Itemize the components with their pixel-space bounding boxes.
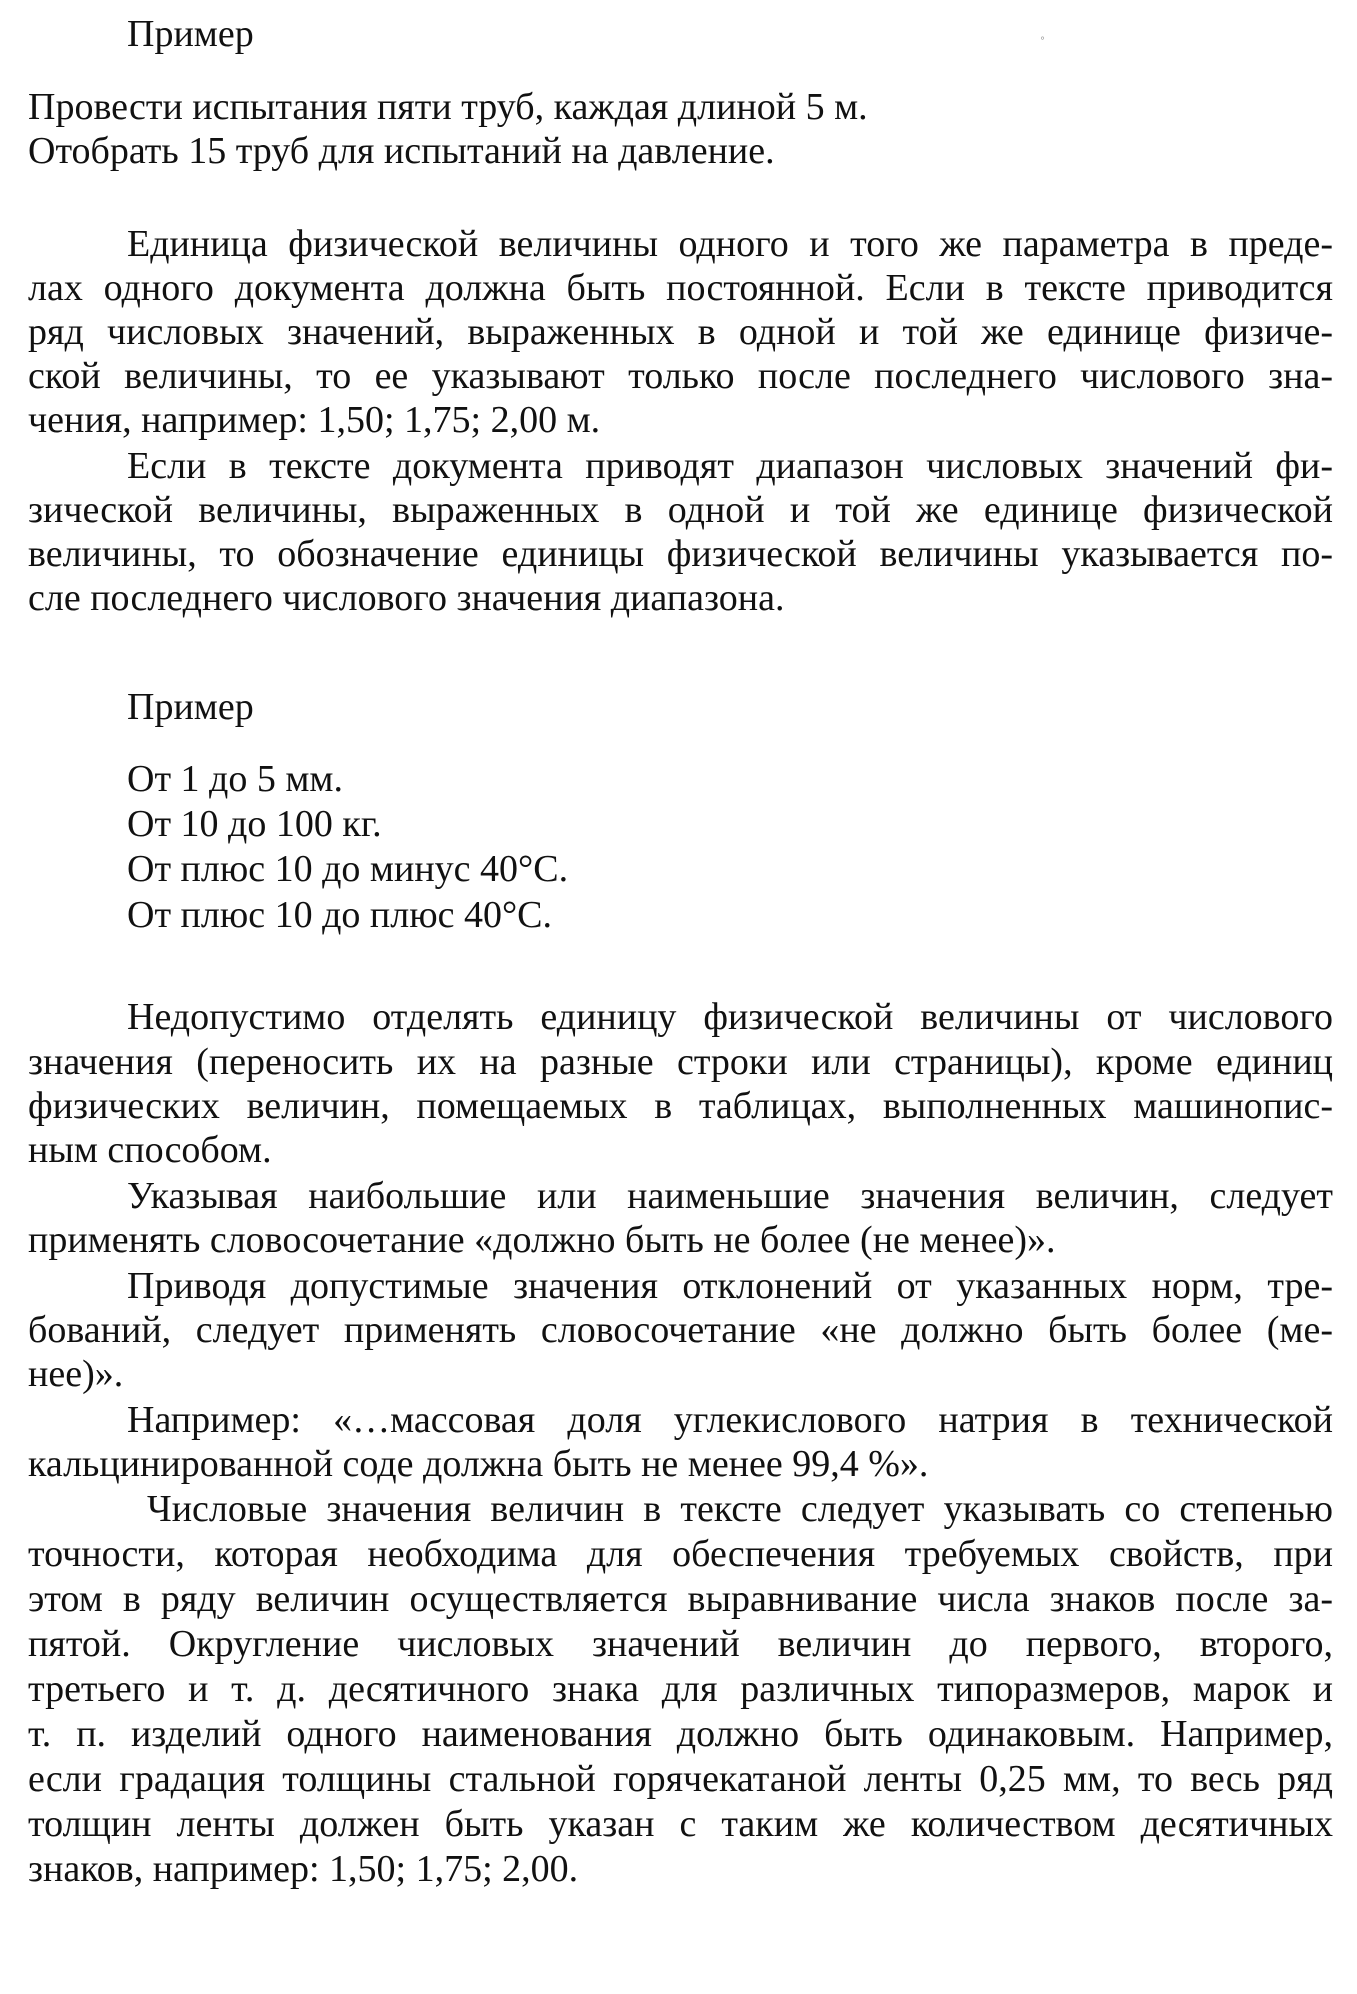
example-line: Отобрать 15 труб для испытаний на давление. (28, 130, 775, 172)
paragraph-line: если градация толщины стальной горячекатаной ленты 0,25 мм, то весь ряд (28, 1758, 1333, 1800)
example-heading: Пример (127, 13, 254, 55)
paragraph-line: ряд числовых значений, выраженных в одной и той же единице физиче- (28, 311, 1333, 353)
scan-speck: ° (1040, 36, 1045, 47)
paragraph-line: чения, например: 1,50; 1,75; 2,00 м. (28, 399, 601, 441)
example-line: От плюс 10 до плюс 40°С. (127, 894, 553, 936)
paragraph-line: лах одного документа должна быть постоянной. Если в тексте приводится (28, 267, 1333, 309)
paragraph-line: Единица физической величины одного и того же параметра в преде- (127, 223, 1333, 265)
example-line: От плюс 10 до минус 40°С. (127, 848, 569, 890)
example-line: От 1 до 5 мм. (127, 758, 343, 800)
paragraph-line: физических величин, помещаемых в таблицах, выполненных машинопис- (28, 1085, 1333, 1127)
paragraph-line: значения (переносить их на разные строки или страницы), кроме единиц (28, 1041, 1333, 1083)
paragraph-line: применять словосочетание «должно быть не более (не менее)». (28, 1219, 1056, 1261)
paragraph-line: толщин ленты должен быть указан с таким же количеством десятичных (28, 1803, 1333, 1845)
paragraph-line: величины, то обозначение единицы физической величины указывается по- (28, 533, 1333, 575)
paragraph-line: ской величины, то ее указывают только после последнего числового зна- (28, 355, 1333, 397)
example-line: От 10 до 100 кг. (127, 803, 382, 845)
example-line: Провести испытания пяти труб, каждая длиной 5 м. (28, 86, 868, 128)
paragraph-line: Указывая наибольшие или наименьшие значения величин, следует (127, 1175, 1333, 1217)
paragraph-line: Приводя допустимые значения отклонений от указанных норм, тре- (127, 1265, 1333, 1307)
paragraph-line: зической величины, выраженных в одной и той же единице физической (28, 489, 1333, 531)
paragraph-line: кальцинированной соде должна быть не менее 99,4 %». (28, 1443, 929, 1485)
paragraph-line: Недопустимо отделять единицу физической величины от числового (127, 996, 1333, 1038)
paragraph-line: этом в ряду величин осуществляется выравнивание числа знаков после за- (28, 1578, 1333, 1620)
paragraph-line: ным способом. (28, 1129, 272, 1171)
paragraph-line: т. п. изделий одного наименования должно быть одинаковым. Например, (28, 1713, 1333, 1755)
paragraph-line: нее)». (28, 1353, 124, 1395)
paragraph-line: пятой. Округление числовых значений величин до первого, второго, (28, 1623, 1333, 1665)
paragraph-line: Например: «…массовая доля углекислового натрия в технической (127, 1399, 1333, 1441)
paragraph-line: третьего и т. д. десятичного знака для различных типоразмеров, марок и (28, 1668, 1333, 1710)
paragraph-line: точности, которая необходима для обеспечения требуемых свойств, при (28, 1533, 1333, 1575)
paragraph-line: знаков, например: 1,50; 1,75; 2,00. (28, 1848, 579, 1890)
example-heading: Пример (127, 686, 254, 728)
paragraph-line: бований, следует применять словосочетание «не должно быть более (ме- (28, 1309, 1333, 1351)
paragraph-line: Числовые значения величин в тексте следует указывать со степенью (147, 1488, 1333, 1530)
paragraph-line: сле последнего числового значения диапазона. (28, 577, 785, 619)
paragraph-line: Если в тексте документа приводят диапазон числовых значений фи- (127, 445, 1333, 487)
